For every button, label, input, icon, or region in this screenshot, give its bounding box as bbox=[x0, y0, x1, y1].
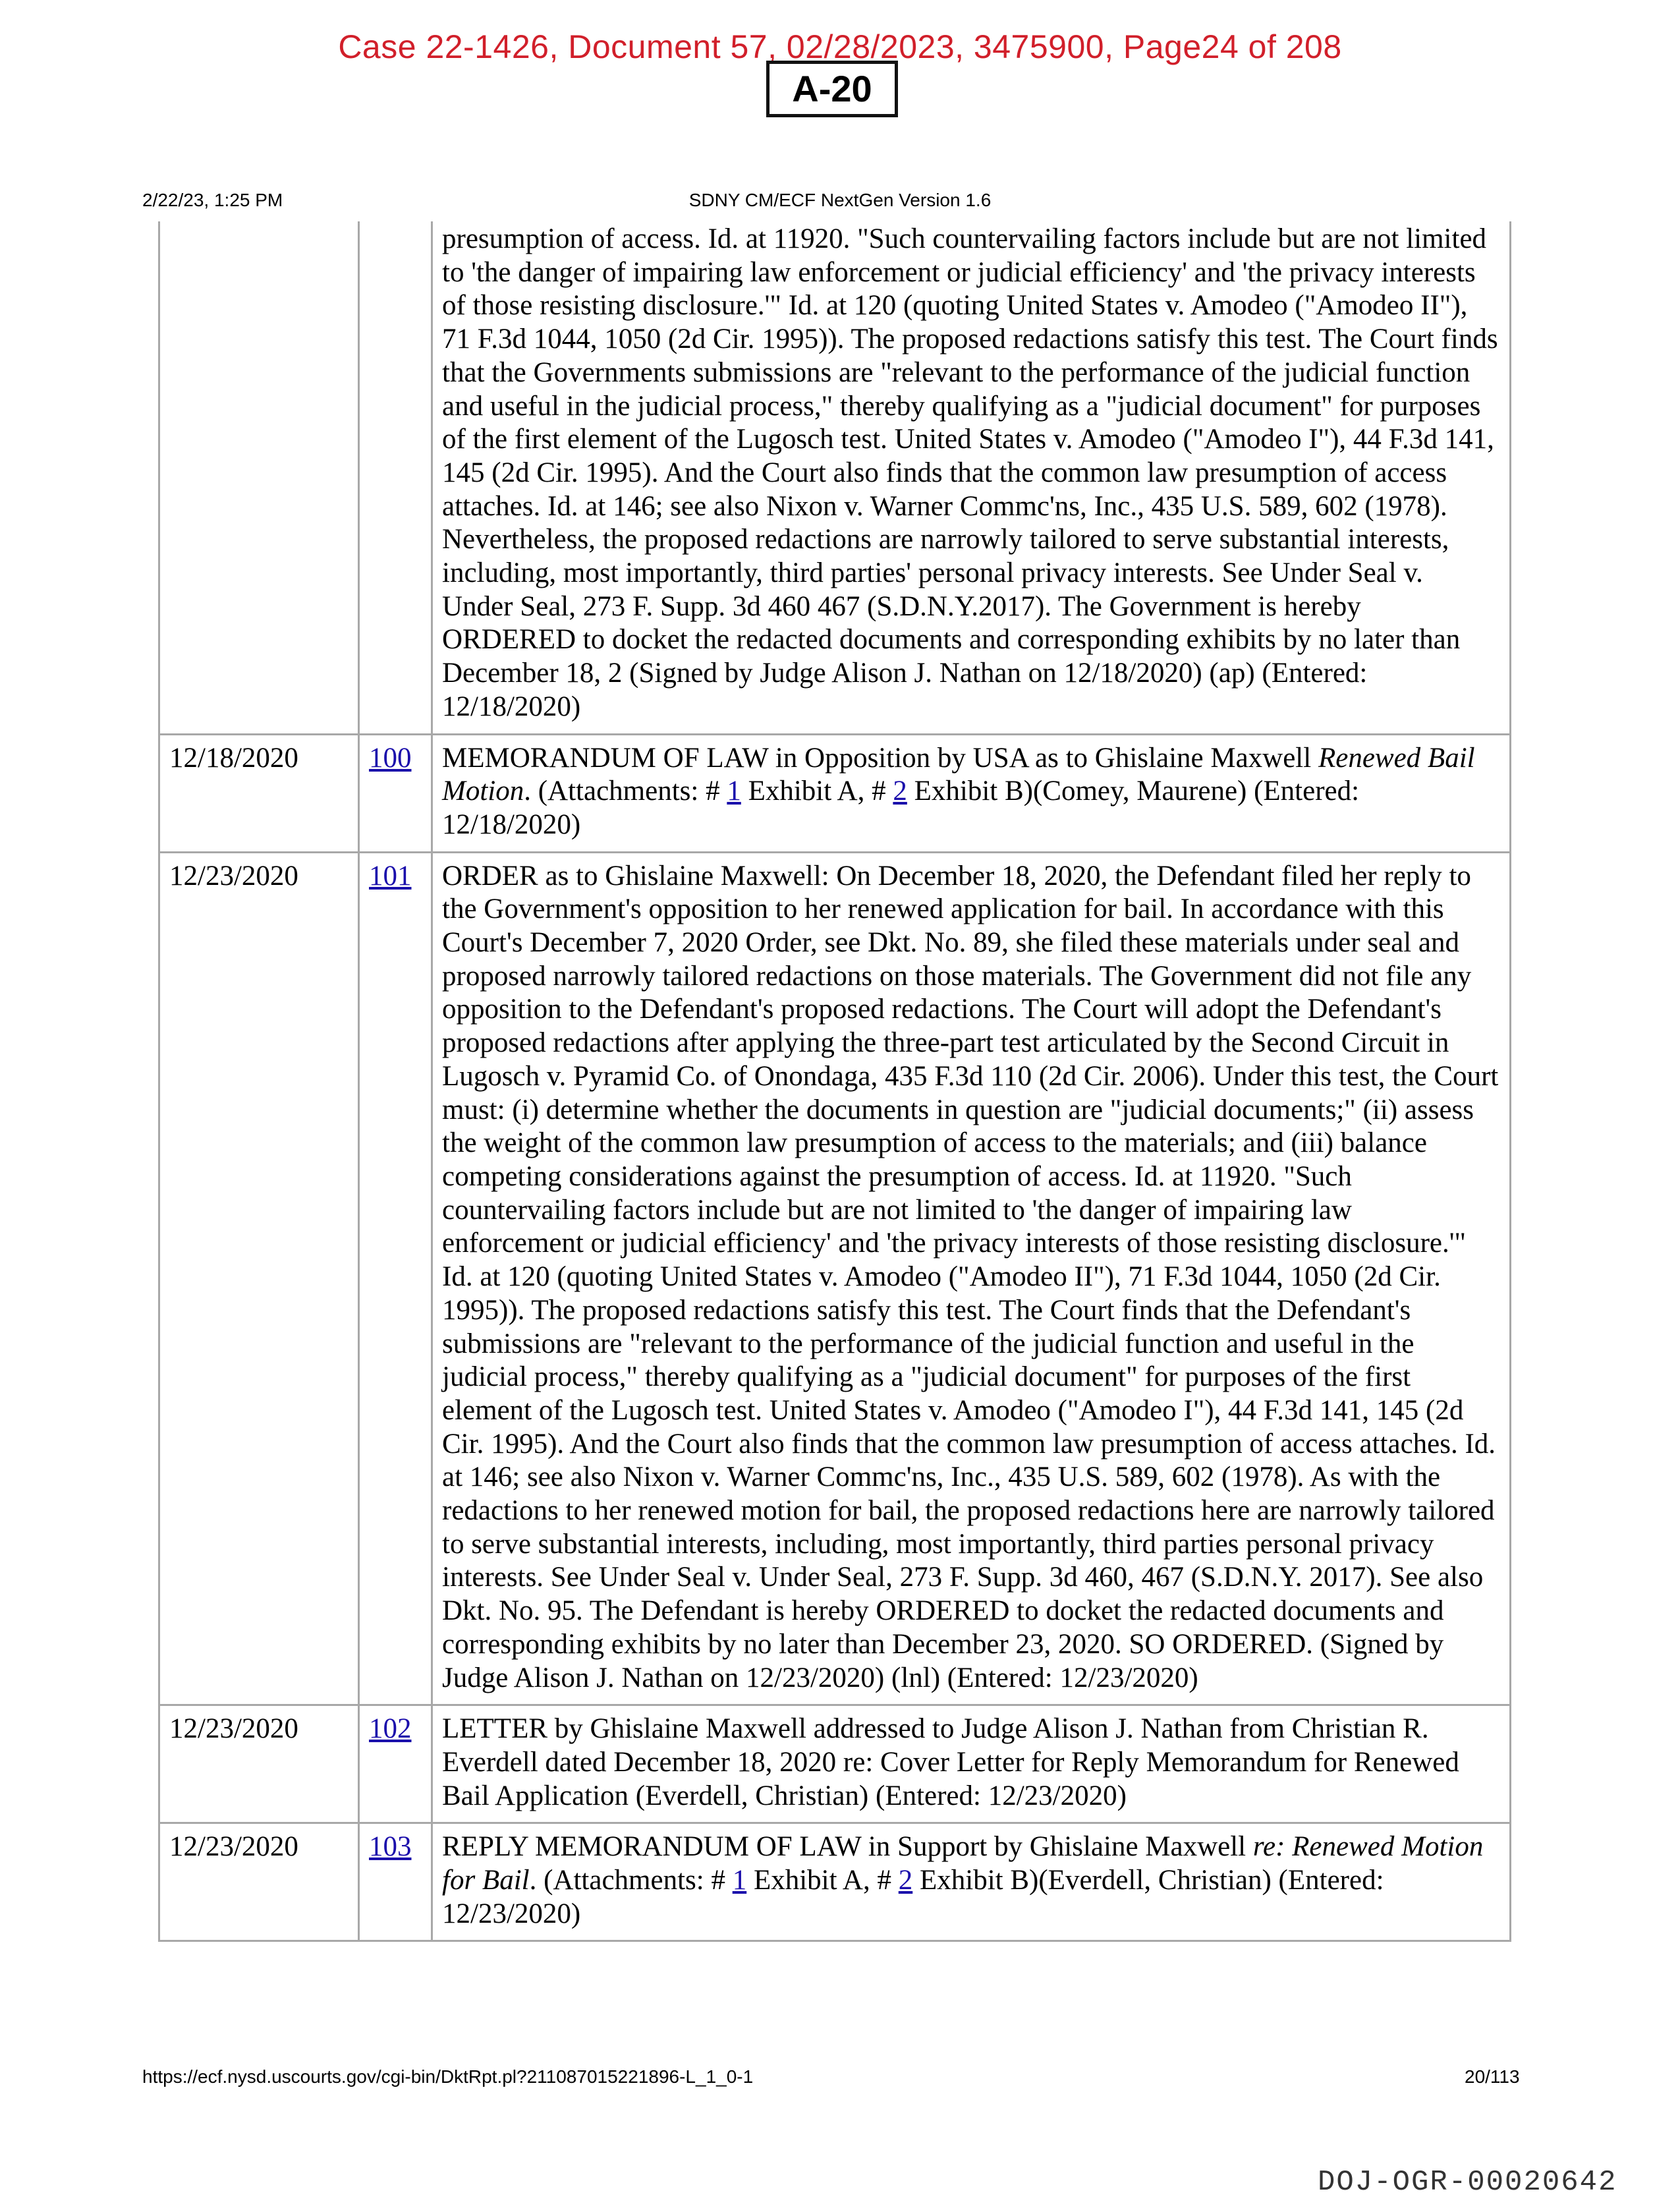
docket-number-cell bbox=[359, 1705, 432, 1823]
footer-url[interactable]: https://ecf.nysd.uscourts.gov/cgi-bin/DktRpt.pl?211087015221896-L_1_0-1 bbox=[142, 2066, 754, 2087]
docket-date: 12/18/2020 bbox=[159, 734, 359, 852]
case-header: Case 22-1426, Document 57, 02/28/2023, 3475900, Page24 of 208 bbox=[338, 28, 1342, 65]
docket-row bbox=[159, 734, 1511, 852]
docket-text: presumption of access. Id. at 11920. "Such countervailing factors include but are not limited to 'the danger of impairing law enforcement or judicial efficiency' and 'the privacy interests of those resisting disclosure.'" Id. at 120 (quoting United States v. Amodeo ("Amodeo II"), 71 F.3d 1044, 1050 (2d Cir. 1995)). The proposed redactions satisfy this test. The Court finds that the Governments submissions are "relevant to the performance of the judicial function and useful in the judicial process," thereby qualifying as a "judicial document" for purposes of the first element of the Lugosch test. United States v. Amodeo ("Amodeo I"), 44 F.3d 141, 145 (2d Cir. 1995). And the Court also finds that the common law presumption of access attaches. Id. at 146; see also Nixon v. Warner Commc'ns, Inc., 435 U.S. 589, 602 (1978). Nevertheless, the proposed redactions are narrowly tailored to serve substantial interests, including, most importantly, third parties' personal privacy interests. See Under Seal v. Under Seal, 273 F. Supp. 3d 460 467 (S.D.N.Y.2017). The Government is hereby ORDERED to docket the redacted documents and corresponding exhibits by no later than December 18, 2 (Signed by Judge Alison J. Nathan on 12/18/2020) (ap) (Entered: 12/18/2020) bbox=[432, 221, 1511, 734]
docket-text-italic: re: Renewed Motion for Bail bbox=[442, 1831, 1484, 1896]
attachment-link[interactable]: 1 bbox=[727, 776, 741, 807]
docket-number-link[interactable]: 100 bbox=[369, 742, 412, 774]
docket-text-part: . (Attachments: # bbox=[529, 1865, 733, 1896]
docket-text-part: Exhibit B)(Everdell, Christian) (Entered: 12/23/2020) bbox=[442, 1865, 1384, 1929]
docket-text-part: Exhibit B)(Comey, Maurene) (Entered: 12/18/2020) bbox=[442, 776, 1360, 840]
docket-text bbox=[432, 734, 1511, 852]
docket-text-part: Exhibit A, # bbox=[746, 1865, 899, 1896]
footer-page-number: 20/113 bbox=[1465, 2066, 1520, 2087]
attachment-link[interactable]: 1 bbox=[732, 1865, 747, 1896]
docket-text: LETTER by Ghislaine Maxwell addressed to Judge Alison J. Nathan from Christian R. Everdell dated December 18, 2020 re: Cover Letter for Reply Memorandum for Renewed Bail Application (Everdell, Christian) (Entered: 12/23/2020) bbox=[432, 1705, 1511, 1823]
docket-number-link[interactable]: 103 bbox=[369, 1831, 412, 1863]
docket-text bbox=[432, 1823, 1511, 1941]
docket-date bbox=[159, 221, 359, 734]
docket-row bbox=[159, 852, 1511, 1705]
print-date: 2/22/23, 1:25 PM bbox=[142, 190, 283, 210]
docket-text-italic: Renewed Bail Motion bbox=[442, 742, 1475, 807]
docket-number-cell bbox=[359, 852, 432, 1705]
attachment-link[interactable]: 2 bbox=[898, 1865, 913, 1896]
docket-text-part: REPLY MEMORANDUM OF LAW in Support by Ghislaine Maxwell bbox=[442, 1831, 1253, 1863]
docket-date: 12/23/2020 bbox=[159, 1705, 359, 1823]
docket-number-link[interactable]: 101 bbox=[369, 860, 412, 892]
docket-text-part: Exhibit A, # bbox=[741, 776, 893, 807]
docket-date: 12/23/2020 bbox=[159, 1823, 359, 1941]
docket-number bbox=[359, 221, 432, 734]
docket-text-part: MEMORANDUM OF LAW in Opposition by USA as to Ghislaine Maxwell bbox=[442, 742, 1318, 774]
print-title: SDNY CM/ECF NextGen Version 1.6 bbox=[688, 190, 992, 210]
docket-number-cell bbox=[359, 734, 432, 852]
docket-table bbox=[158, 221, 1511, 1942]
docket-text-part: . (Attachments: # bbox=[524, 776, 727, 807]
docket-row bbox=[159, 221, 1511, 734]
docket-row bbox=[159, 1705, 1511, 1823]
exhibit-label: A-20 bbox=[766, 61, 898, 117]
attachment-link[interactable]: 2 bbox=[893, 776, 907, 807]
bates-number: DOJ-OGR-00020642 bbox=[1318, 2166, 1617, 2199]
docket-number-cell bbox=[359, 1823, 432, 1941]
docket-date: 12/23/2020 bbox=[159, 852, 359, 1705]
docket-text: ORDER as to Ghislaine Maxwell: On December 18, 2020, the Defendant filed her reply to the Government's opposition to her renewed application for bail. In accordance with this Court's December 7, 2020 Order, see Dkt. No. 89, she filed these materials under seal and proposed narrowly tailored redactions on those materials. The Government did not file any opposition to the Defendant's proposed redactions. The Court will adopt the Defendant's proposed redactions after applying the three-part test articulated by the Second Circuit in Lugosch v. Pyramid Co. of Onondaga, 435 F.3d 110 (2d Cir. 2006). Under this test, the Court must: (i) determine whether the documents in question are "judicial documents;" (ii) assess the weight of the common law presumption of access to the materials; and (iii) balance competing considerations against the presumption of access. Id. at 11920. "Such countervailing factors include but are not limited to 'the danger of impairing law enforcement or judicial efficiency' and 'the privacy interests of those resisting disclosure.'" Id. at 120 (quoting United States v. Amodeo ("Amodeo II"), 71 F.3d 1044, 1050 (2d Cir. 1995)). The proposed redactions satisfy this test. The Court finds that the Defendant's submissions are "relevant to the performance of the judicial function and useful in the judicial process," thereby qualifying as a "judicial document" for purposes of the first element of the Lugosch test. United States v. Amodeo ("Amodeo I"), 44 F.3d 141, 145 (2d Cir. 1995). And the Court also finds that the common law presumption of access attaches. Id. at 146; see also Nixon v. Warner Commc'ns, Inc., 435 U.S. 589, 602 (1978). As with the redactions to her renewed motion for bail, the proposed redactions here are narrowly tailored to serve substantial interests, including, most importantly, third parties personal privacy interests. See Under Seal v. Under Seal, 273 F. Supp. 3d 460, 467 (S.D.N.Y. 2017). See also Dkt. No. 95. The Defendant is hereby ORDERED to docket the redacted documents and corresponding exhibits by no later than December 23, 2020. SO ORDERED. (Signed by Judge Alison J. Nathan on 12/23/2020) (lnl) (Entered: 12/23/2020) bbox=[432, 852, 1511, 1705]
docket-number-link[interactable]: 102 bbox=[369, 1713, 412, 1745]
docket-row bbox=[159, 1823, 1511, 1941]
